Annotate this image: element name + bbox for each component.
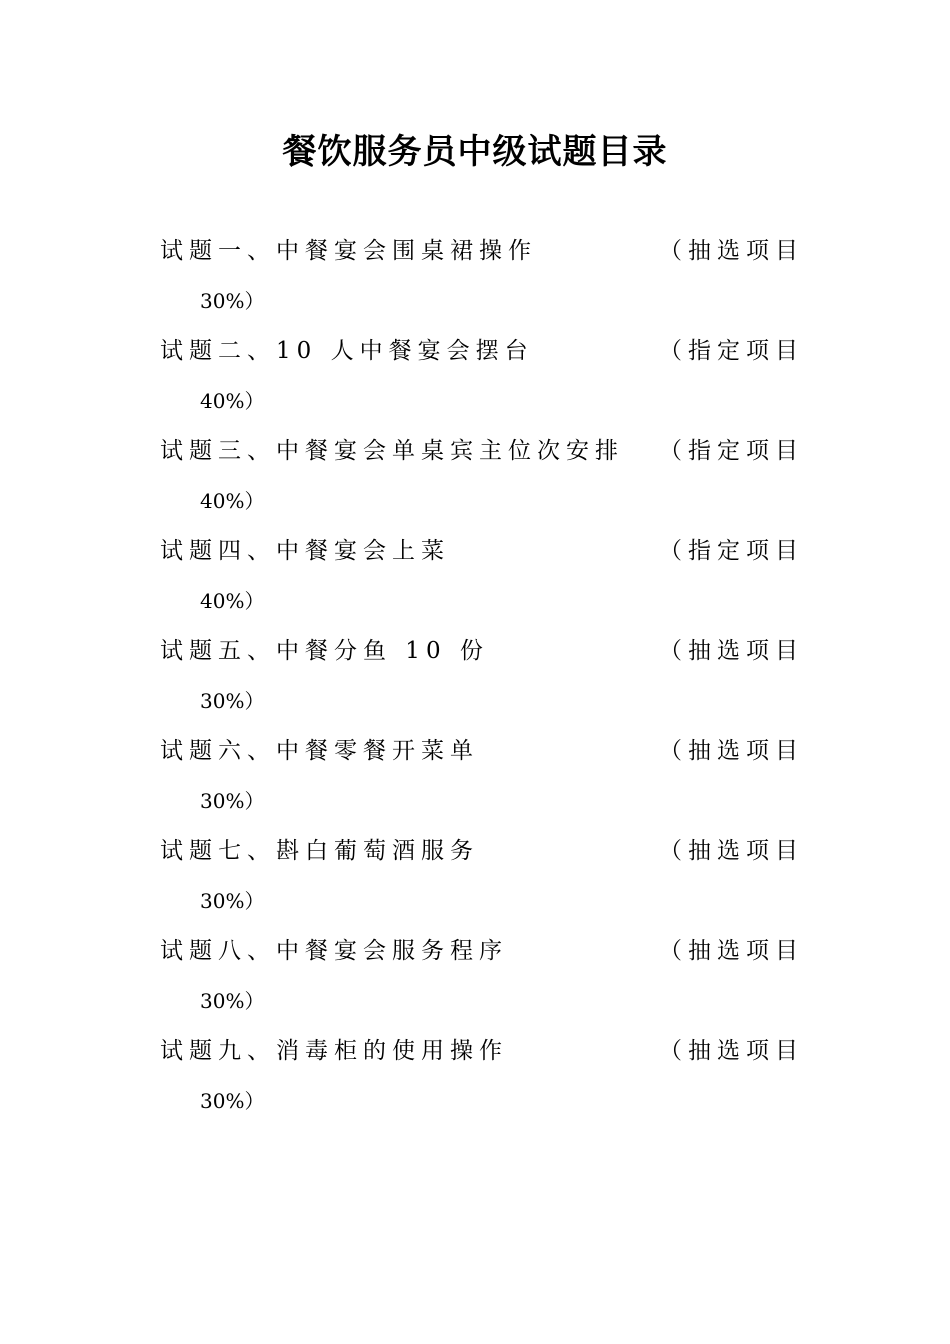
toc-item [160,626,804,726]
toc-item-title: 试题五、中餐分鱼 10 份 [160,638,489,664]
toc-item-type: （抽选项目 [659,738,804,764]
toc-item-weight: 40%） [200,489,265,513]
toc-item-weight: 30%） [200,789,265,813]
toc-item-type: （抽选项目 [659,1038,804,1064]
toc-item-type: （抽选项目 [659,638,804,664]
toc-item-type: （指定项目 [659,438,804,464]
toc-item-title: 试题二、10 人中餐宴会摆台 [160,338,534,364]
toc-item-type: （抽选项目 [659,238,804,264]
toc-item-weight: 30%） [200,889,265,913]
toc-item-type: （指定项目 [659,538,804,564]
toc-item [160,826,804,926]
toc-item [160,226,804,326]
toc-item-type: （指定项目 [659,338,804,364]
toc-item-title: 试题九、消毒柜的使用操作 [160,1038,508,1064]
page-title: 餐饮服务员中级试题目录 [282,132,668,172]
toc-item [160,1026,804,1126]
toc-item-weight: 40%） [200,589,265,613]
toc-item-weight: 30%） [200,289,265,313]
toc-item [160,526,804,626]
toc-item-title: 试题四、中餐宴会上菜 [160,538,450,564]
toc-item-title: 试题六、中餐零餐开菜单 [160,738,479,764]
toc-item [160,426,804,526]
toc-item-weight: 30%） [200,989,265,1013]
toc-item-title: 试题一、中餐宴会围桌裙操作 [160,238,537,264]
toc-item [160,926,804,1026]
toc-item-weight: 40%） [200,389,265,413]
toc-item-weight: 30%） [200,1089,265,1113]
toc-item [160,726,804,826]
toc-item-type: （抽选项目 [659,838,804,864]
toc-item-title: 试题八、中餐宴会服务程序 [160,938,508,964]
toc-item-type: （抽选项目 [659,938,804,964]
toc-item-weight: 30%） [200,689,265,713]
toc-item-title: 试题七、斟白葡萄酒服务 [160,838,479,864]
toc-item [160,326,804,426]
table-of-contents [160,226,804,1126]
toc-item-title: 试题三、中餐宴会单桌宾主位次安排 [160,438,624,464]
